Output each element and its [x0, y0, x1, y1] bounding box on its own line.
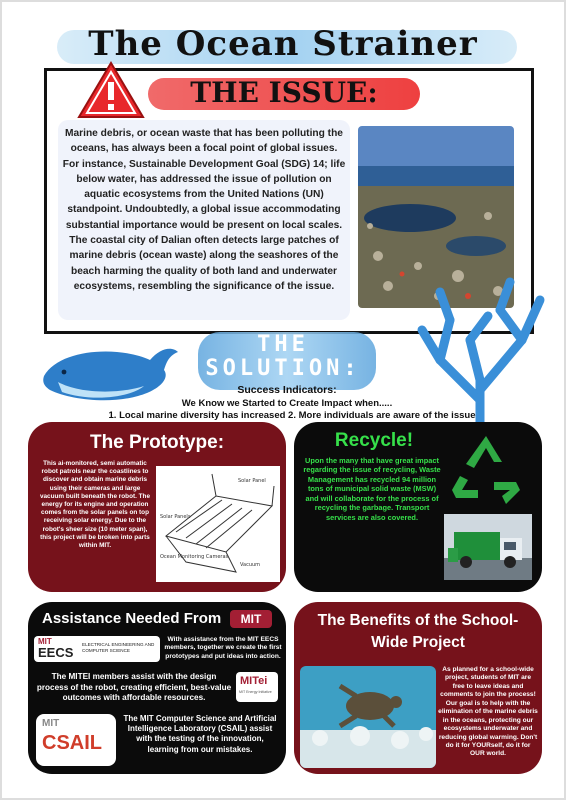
issue-text: Marine debris, or ocean waste that has been polluting the oceans, has always been a focal point of global issues. For instance, Sustainable Development Goal (SDG) 14; life below water, has addressed the issue of pollution on aquatic ecosystems from the United Nations (UN) standpoint. Undoubtedly, a global issue accommodating substantial importance would be present on local scales. The coastal city of Dalian often detects large patches of marine debris (ocean waste) along the seashores of the beach harming the quality of both land and underwater ecosystems, resembling the significance of the issue. [58, 120, 350, 320]
poster-title: The Ocean Strainer [88, 24, 478, 64]
mit-badge: MIT [230, 610, 272, 628]
issue-title: THE ISSUE: [190, 76, 378, 109]
benefits-title: The Benefits of the School-Wide Project [317, 612, 519, 652]
prototype-title: The Prototype: [89, 432, 225, 453]
warning-icon [76, 60, 146, 120]
success-indicators-list: 1. Local marine diversity has increased 2. More individuals are aware of the issue [108, 410, 476, 421]
mitei-logo-text: MITei [240, 675, 268, 687]
success-indicators-sub: We Know we Started to Create Impact when..... [181, 398, 393, 409]
robot-sketch-drawing [156, 466, 280, 582]
assistance-card [28, 602, 286, 774]
sketch-label-solar-panel: Solar Panel [238, 478, 266, 484]
robot-sketch [156, 466, 280, 582]
solution-the: THE [257, 332, 309, 357]
garbage-truck-photo [444, 514, 532, 580]
benefits-text: As planned for a school-wide project, students of MIT are free to leave ideas and comments to join the process! Our goal is to help with the elimination of the marine debris in the oceans, protecting our ecosystems underwater and reducing global warming. Don't do it for YOURself, do it for OUR world. [438, 666, 538, 758]
assistance-mitei-text: The MITEI members assist with the design process of the robot, creating efficient, best-value outcomes with affordable resources. [36, 672, 232, 702]
mitei-logo-subtitle: MIT Energy Initiative [239, 690, 272, 694]
prototype-text: This ai-monitored, semi automatic robot patrols near the coastlines to discover and obtain marine debris using their cameras and large vacuum built beneath the robot. The energy for its engine and operation comes from the solar panels on top receiving solar energy. Due to the robot's sheer size (10 meter span), this project will be broken into parts within MIT. [39, 460, 151, 549]
csail-logo-text: CSAIL [42, 732, 102, 754]
mitei-logo [236, 672, 278, 702]
solution-title: SOLUTION: [205, 356, 361, 381]
success-indicators-heading: Success Indicators: [237, 384, 337, 396]
mit-csail-logo [36, 714, 116, 766]
assistance-title: Assistance Needed From [42, 610, 222, 627]
sea-turtle-image [300, 666, 436, 768]
garbage-truck-image [444, 514, 532, 580]
prototype-card [28, 422, 286, 592]
eecs-logo-mit: MIT [38, 637, 52, 646]
csail-logo-mit: MIT [42, 718, 60, 729]
recycle-card [294, 422, 542, 592]
eecs-logo-subtitle: ELECTRICAL ENGINEERING AND COMPUTER SCIENCE [82, 642, 155, 653]
assistance-eecs-text: With assistance from the MIT EECS members, together we create the first prototypes and put ideas into action. [164, 636, 282, 660]
recycle-title: Recycle! [334, 430, 414, 451]
eecs-logo-text: EECS [38, 645, 74, 660]
assistance-csail-text: The MIT Computer Science and Artificial Intelligence Laboratory (CSAIL) assist with the testing of the innovation, learning from our mistakes. [123, 714, 277, 754]
sketch-label-cameras: Ocean Monitoring Cameras [160, 554, 229, 560]
recycle-icon [444, 432, 528, 510]
recycle-text: Upon the many that have great impact regarding the issue of recycling, Waste Management has recycled 94 million tons of municipal solid waste (MSW) and will collaborate for the process of recycling the garbage. Transport services are also covered. [303, 456, 441, 522]
sketch-label-solar-panels: Solar Panels [160, 514, 191, 520]
sea-turtle-photo [300, 666, 436, 768]
sketch-label-vacuum: Vacuum [240, 562, 261, 568]
benefits-card [294, 602, 542, 774]
mit-eecs-logo [34, 636, 160, 662]
